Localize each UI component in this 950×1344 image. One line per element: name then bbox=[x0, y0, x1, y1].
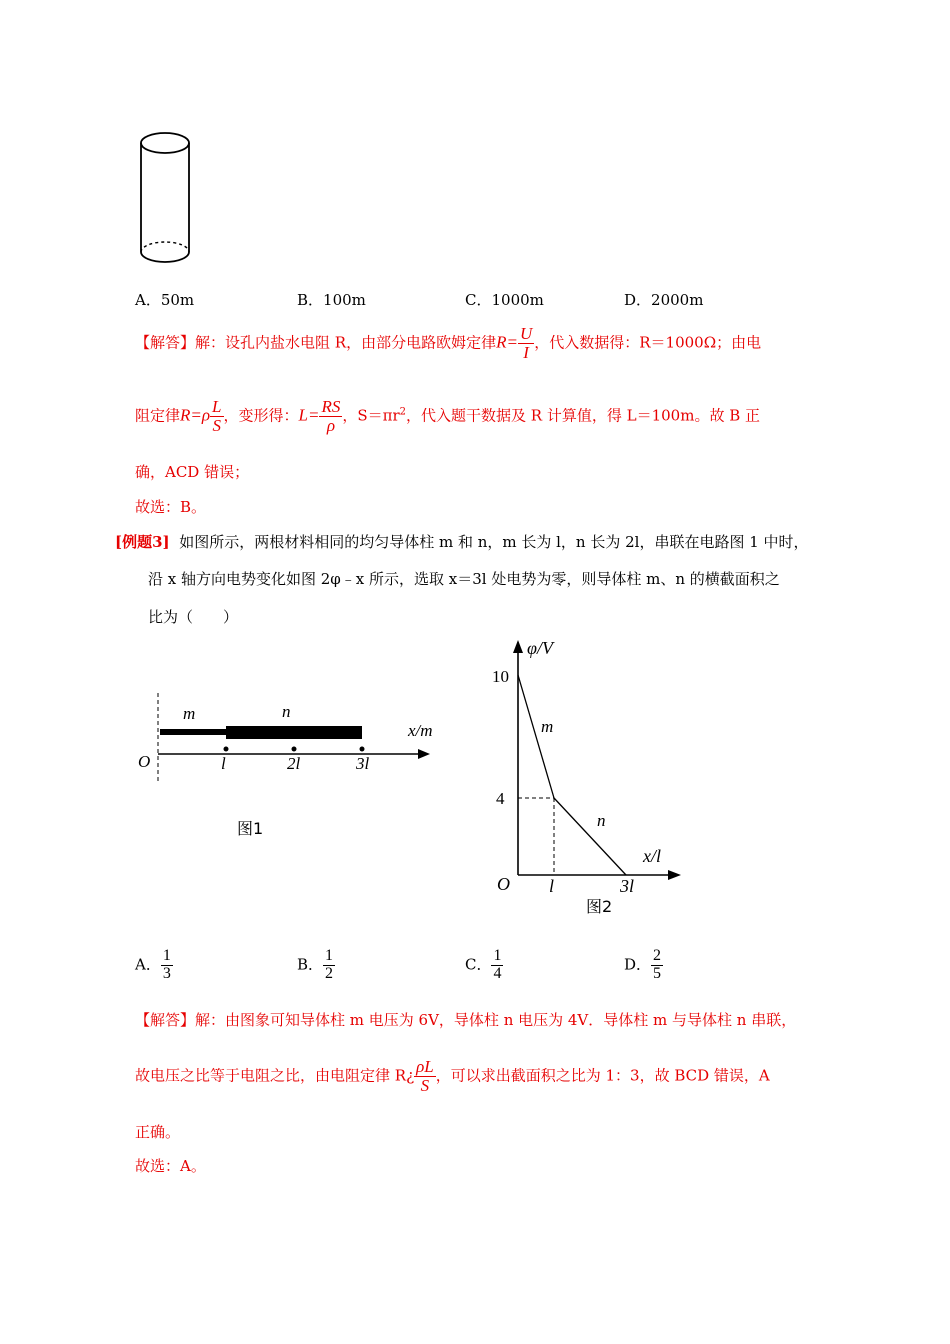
fig2-y-axis-label: φ/V bbox=[527, 638, 553, 658]
answer-line-2: 阻定律R=ρ $\frac{L}{S}$ ，变形得：L= $\frac{RS}{\rho}$ ，$S=\pi r^2$，代入题干数据及 R 计算值，得 L＝100m。故 B 正 bbox=[135, 397, 761, 435]
question-line-2: 沿 x 轴方向电势变化如图 2φ﹣x 所示，选取 x＝3l 处电势为零，则导体柱 m、n 的横截面积之 bbox=[148, 570, 780, 588]
option-d: D．2000m bbox=[624, 291, 704, 309]
question-line-3: 比为（ ） bbox=[148, 608, 239, 626]
fraction-u-over-i: $\frac{U}{I}$ bbox=[519, 324, 533, 362]
fig1-axis-label: x/m bbox=[408, 721, 433, 740]
figure-2 bbox=[485, 632, 695, 922]
fig2-label-m: m bbox=[541, 717, 554, 736]
answer-text: 解：设孔内盐水电阻 R，由部分电路欧姆定律 bbox=[195, 333, 497, 352]
q3-answer-tag: 【解答】 bbox=[135, 1011, 196, 1029]
answer-line-1: 【解答】解：设孔内盐水电阻 R，由部分电路欧姆定律R= $\frac{U}{I}$ ，代入数据得：R＝1000Ω；由电 bbox=[135, 324, 762, 362]
fig2-tick-3l: 3l bbox=[620, 876, 635, 896]
q3-answer-line-1: 【解答】解：由图象可知导体柱 m 电压为 6V，导体柱 n 电压为 4V．导体柱 m 与导体柱 n 串联， bbox=[135, 1011, 797, 1029]
cylinder-figure bbox=[130, 125, 200, 275]
fig1-tick-2l: 2l bbox=[287, 754, 301, 773]
q3-answer-conclusion: 故选：A。 bbox=[135, 1157, 206, 1175]
fig1-label-m: m bbox=[183, 704, 196, 723]
fig2-x-axis-label: x/l bbox=[643, 846, 661, 866]
option-c: C．1000m bbox=[465, 291, 544, 309]
fig1-label-n: n bbox=[282, 702, 291, 721]
fraction-rhol-over-s: $\frac{\rho L}{S}$ bbox=[416, 1057, 434, 1095]
q3-option-c: C． $\frac{1}{4}$ bbox=[465, 947, 502, 982]
question-line-1: [例题3] 如图所示，两根材料相同的均匀导体柱 m 和 n，m 长为 l，n 长为 2l，串联在电路图 1 中时， bbox=[115, 533, 809, 551]
answer-line-3: 确，ACD 错误； bbox=[135, 463, 250, 481]
answer-conclusion: 故选：B。 bbox=[135, 498, 207, 516]
q3-answer-line-3: 正确。 bbox=[135, 1123, 181, 1141]
q3-option-a: A． $\frac{1}{3}$ bbox=[135, 947, 171, 982]
q3-option-b: B． $\frac{1}{2}$ bbox=[297, 947, 334, 982]
fig2-origin: O bbox=[497, 874, 510, 894]
fig1-tick-l: l bbox=[221, 754, 226, 773]
fig1-tick-3l: 3l bbox=[356, 754, 370, 773]
option-b: B．100m bbox=[297, 291, 366, 309]
fig2-tick-10: 10 bbox=[492, 667, 509, 686]
q3-option-d: D． $\frac{2}{5}$ bbox=[624, 947, 662, 982]
figure-1 bbox=[130, 690, 460, 850]
fig2-caption: 图2 bbox=[586, 897, 613, 916]
fraction-rs-over-rho: $\frac{RS}{\rho}$ bbox=[321, 397, 341, 435]
fig1-origin: O bbox=[138, 752, 151, 771]
fraction-l-over-s: $\frac{L}{S}$ bbox=[212, 397, 222, 435]
option-a: A．50m bbox=[135, 291, 195, 309]
fig2-label-n: n bbox=[597, 811, 606, 830]
example-label: [例题3] bbox=[115, 533, 170, 551]
fig1-caption: 图1 bbox=[237, 819, 264, 838]
answer-tag: 【解答】 bbox=[135, 333, 196, 352]
fig2-tick-l: l bbox=[549, 876, 555, 896]
q3-answer-line-2: 故电压之比等于电阻之比，由电阻定律 R¿ $\frac{\rho L}{S}$ ，可以求出截面积之比为 1：3，故 BCD 错误，A bbox=[135, 1057, 770, 1095]
fig2-tick-4: 4 bbox=[496, 789, 505, 808]
